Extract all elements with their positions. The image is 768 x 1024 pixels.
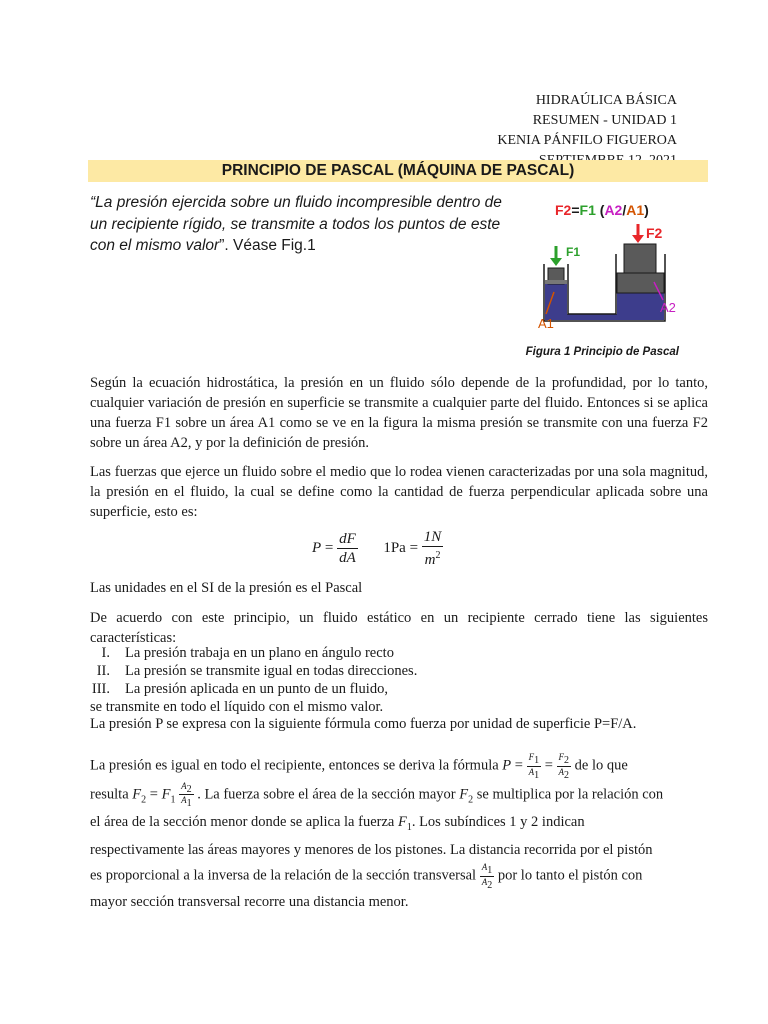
- math-a: A: [558, 766, 565, 777]
- math-sub: 2: [186, 783, 192, 795]
- math-num: [527, 752, 542, 767]
- formula-equals-2: =: [409, 539, 419, 556]
- formula-open: (: [595, 202, 605, 218]
- math-sub: 2: [487, 879, 493, 891]
- math-fraction: [557, 752, 572, 781]
- label-f2: F2: [646, 225, 663, 241]
- formula-a2: A2: [604, 202, 623, 218]
- math-num: [179, 781, 194, 796]
- large-piston: [624, 244, 656, 274]
- fraction-numerator: dF: [339, 531, 356, 547]
- figure-formula: [555, 202, 649, 218]
- formula-slash: /: [622, 202, 627, 218]
- list-number: I.: [101, 645, 110, 661]
- header-course: HIDRAÚLICA BÁSICA: [535, 93, 677, 108]
- math-a: A: [481, 876, 488, 887]
- large-piston-base: [617, 273, 664, 293]
- paragraph-si-units: Las unidades en el SI de la presión es el Pascal: [90, 580, 363, 596]
- text-segment: el área de la sección menor donde se aplica la fuerza: [90, 814, 398, 831]
- formula-a1: A1: [626, 202, 645, 218]
- derivation-line-2: [90, 781, 708, 812]
- pressure-formula: [312, 528, 443, 572]
- list-continuation: se transmite en todo el líquido con el mismo valor.: [90, 699, 384, 715]
- list-text: La presión trabaja en un plano en ángulo recto: [125, 645, 394, 661]
- list-number: II.: [96, 663, 110, 679]
- math-f: F: [132, 786, 142, 803]
- paragraph-characteristics: De acuerdo con este principio, un fluido estático en un recipiente cerrado tiene las siguientes características:: [90, 610, 708, 646]
- list-text: La presión se transmite igual en todas direcciones.: [125, 663, 418, 679]
- derivation-line-3: [90, 811, 708, 839]
- document-header: [497, 91, 677, 171]
- fraction-denominator: dA: [339, 550, 356, 566]
- text-segment: de lo que: [571, 757, 628, 774]
- text-segment: . La fuerza sobre el área de la sección mayor: [193, 786, 460, 803]
- quote-tail: ”. Véase Fig.1: [219, 237, 316, 254]
- math-sub: 1: [534, 754, 540, 766]
- vessel-wall-inner: [568, 254, 616, 314]
- fraction-denominator-m2: [423, 547, 443, 569]
- formula-eq: =: [571, 202, 580, 218]
- math-sub: 1: [170, 794, 176, 806]
- unit-m: m: [424, 552, 436, 568]
- math-sub: 2: [564, 769, 570, 781]
- derivation-line-1: [90, 752, 708, 781]
- math-den: [557, 767, 572, 781]
- quote-italic: “La presión ejercida sobre un fluido incompresible dentro de un recipiente rígido, se transmite a todos los puntos de este con el mismo valor: [90, 194, 502, 254]
- math-a: A: [181, 795, 187, 806]
- text-segment: es proporcional a la inversa de la relación de la sección transversal: [90, 867, 480, 884]
- figure-caption: Figura 1 Principio de Pascal: [525, 346, 679, 358]
- text-segment: se multiplica por la relación con: [473, 786, 664, 803]
- math-den: [527, 767, 542, 781]
- derivation-line-5: [90, 862, 708, 891]
- pascal-figure: [530, 196, 690, 336]
- math-fraction: [527, 752, 542, 781]
- math-sub: 2: [141, 794, 147, 806]
- derivation-line-4: respectivamente las áreas mayores y menores de los pistones. La distancia recorrida por el pistón: [90, 842, 653, 858]
- pascal-quote: [90, 192, 520, 257]
- math-sub: 2: [468, 794, 474, 806]
- text-segment: por lo tanto el pistón con: [494, 867, 643, 884]
- math-a: A: [481, 862, 488, 872]
- text-segment: . Los subíndices 1 y 2 indican: [411, 814, 585, 831]
- formula-equals: =: [324, 539, 334, 556]
- math-f: F: [459, 786, 469, 803]
- math-f: F: [528, 752, 535, 762]
- math-p: P: [502, 757, 512, 774]
- math-f: F: [558, 752, 565, 762]
- text-segment: La presión es igual en todo el recipiente, entonces se deriva la fórmula: [90, 757, 503, 774]
- math-fraction: [480, 862, 495, 891]
- list-number: III.: [91, 681, 110, 697]
- math-eq: =: [149, 786, 158, 803]
- math-sub: 1: [186, 798, 192, 810]
- math-num: [557, 752, 572, 767]
- math-sub: 1: [534, 769, 540, 781]
- small-piston-base: [545, 280, 567, 284]
- math-num: [480, 862, 495, 877]
- pascal-machine-diagram: [530, 196, 690, 336]
- label-a1: A1: [538, 316, 554, 331]
- header-unit: RESUMEN - UNIDAD 1: [532, 113, 677, 128]
- math-sub: 1: [487, 864, 493, 876]
- math-f: F: [161, 786, 171, 803]
- formula-p: P: [312, 539, 322, 556]
- paragraph-pressure-formula: La presión P se expresa con la siguiente fórmula como fuerza por unidad de superficie P=F/A.: [90, 716, 637, 732]
- math-sub: 2: [564, 754, 570, 766]
- math-a: A: [181, 780, 187, 791]
- math-eq: =: [544, 757, 553, 774]
- formula-f1: F1: [579, 202, 596, 218]
- label-a2: A2: [660, 300, 676, 315]
- list-text: La presión aplicada en un punto de un fluido,: [125, 681, 388, 697]
- f1-arrowhead-icon: [550, 258, 562, 266]
- fraction-df-da: [337, 530, 358, 567]
- math-f: F: [397, 814, 407, 831]
- derivation-line-6: mayor sección transversal recorre una distancia menor.: [90, 893, 409, 910]
- fraction-numerator-n: 1N: [423, 529, 442, 545]
- formula-f2: F2: [555, 202, 572, 218]
- math-den: [179, 795, 194, 809]
- paragraph-derivation: [90, 752, 708, 914]
- label-f1: F1: [566, 245, 581, 259]
- math-fraction: [179, 781, 194, 810]
- math-eq: =: [514, 757, 523, 774]
- math-a: A: [528, 766, 535, 777]
- math-den: [480, 877, 495, 891]
- formula-pascal: 1Pa: [383, 539, 406, 556]
- f2-arrowhead-icon: [632, 235, 644, 243]
- formula-close: ): [644, 202, 649, 218]
- fraction-n-m2: [422, 528, 444, 569]
- unit-exponent: 2: [435, 550, 441, 561]
- header-author: KENIA PÁNFILO FIGUEROA: [497, 133, 677, 148]
- math-sub: 1: [406, 822, 412, 833]
- paragraph-hydrostatic: Según la ecuación hidrostática, la presión en un fluido sólo depende de la profundidad, por lo tanto, cualquier variación de presión en superficie se transmite a cualquier parte del fluido. Entonces si se aplica una fuerza F1 sobre un área A1 como se ve en la figura la misma presión se transmite con una fuerza F2 sobre un área A2, y por la definición de presión.: [90, 375, 708, 451]
- section-title: PRINCIPIO DE PASCAL (MÁQUINA DE PASCAL): [88, 160, 708, 182]
- text-segment: resulta: [90, 786, 133, 803]
- paragraph-forces: Las fuerzas que ejerce un fluido sobre el medio que lo rodea vienen caracterizadas por una sola magnitud, la presión en el fluido, la cual se define como la cantidad de fuerza perpendicular aplicada sobre una superficie, esto es:: [90, 464, 708, 520]
